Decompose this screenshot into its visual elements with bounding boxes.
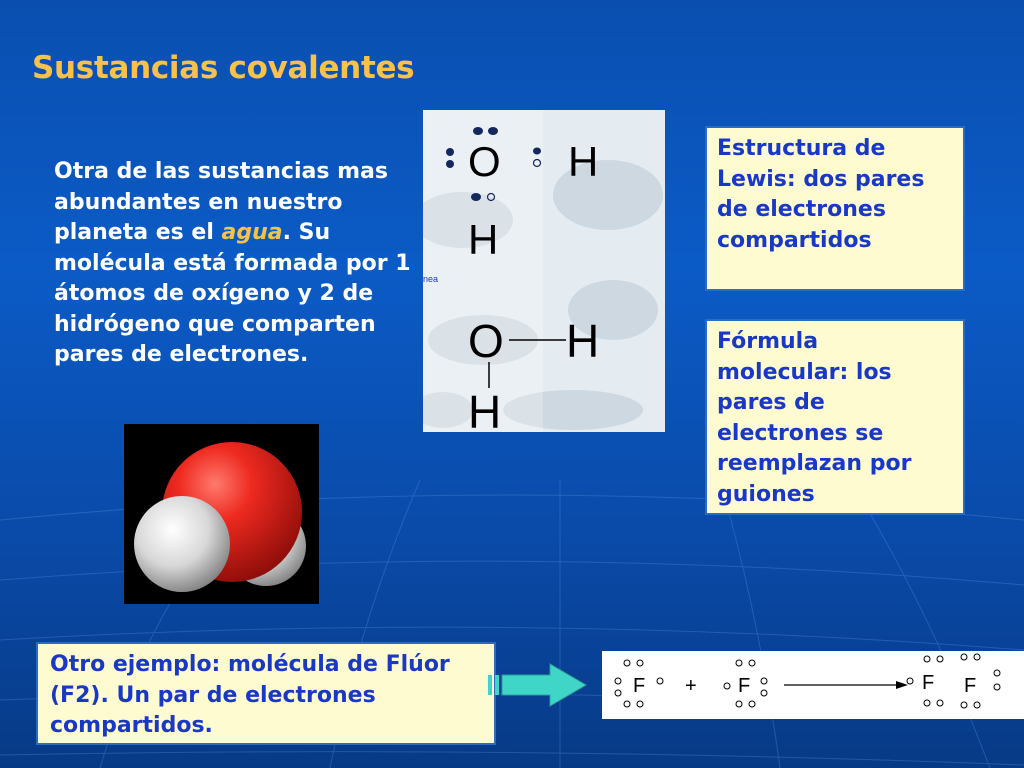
formula-hydrogen-bottom: H — [468, 386, 502, 432]
fluor-molecule-atom-1: F — [922, 672, 935, 694]
lewis-hydrogen-right: H — [568, 138, 599, 185]
lewis-structure-note — [705, 126, 965, 291]
lewis-oxygen-atom: O — [468, 138, 501, 185]
intro-text-before: Otra de las sustancias mas abundantes en nuestro planeta es el — [54, 159, 388, 245]
slide-title: Sustancias covalentes — [32, 50, 415, 86]
lewis-structure-svg — [423, 110, 665, 432]
molecular-formula-note — [705, 319, 965, 515]
water-molecule-3d-image — [124, 424, 319, 604]
fluor-example-note-text: Otro ejemplo: molécula de Flúor (F2). Un par de electrones compartidos. — [50, 652, 450, 738]
fluor-equation-svg — [602, 651, 1024, 719]
fluor-molecule-atom-2: F — [964, 675, 977, 697]
hydrogen-sphere-front — [134, 496, 230, 592]
lewis-structure-diagram — [423, 110, 665, 432]
fluor-equation-diagram — [602, 651, 1024, 719]
formula-hydrogen-right: H — [566, 315, 600, 367]
formula-oxygen-atom: O — [468, 315, 504, 367]
diagram-watermark: nea — [423, 274, 439, 284]
fluor-atom-1: F — [633, 675, 646, 697]
lewis-structure-note-text: Estructura de Lewis: dos pares de electrones compartidos — [717, 136, 925, 253]
intro-paragraph — [54, 157, 414, 371]
fluor-plus-sign: + — [685, 675, 697, 697]
right-arrow-icon — [488, 662, 588, 708]
fluor-example-note — [36, 642, 496, 745]
molecular-formula-note-text: Fórmula molecular: los pares de electrones se reemplazan por guiones — [717, 329, 912, 507]
intro-emphasis-agua: agua — [221, 220, 283, 245]
lewis-hydrogen-bottom: H — [468, 216, 499, 263]
water-molecule-icon — [124, 424, 319, 604]
intro-text-after: . Su molécula está formada por 1 átomos de oxígeno y 2 de hidrógeno que comparten pares de electrones. — [54, 220, 411, 367]
fluor-atom-2: F — [738, 675, 751, 697]
